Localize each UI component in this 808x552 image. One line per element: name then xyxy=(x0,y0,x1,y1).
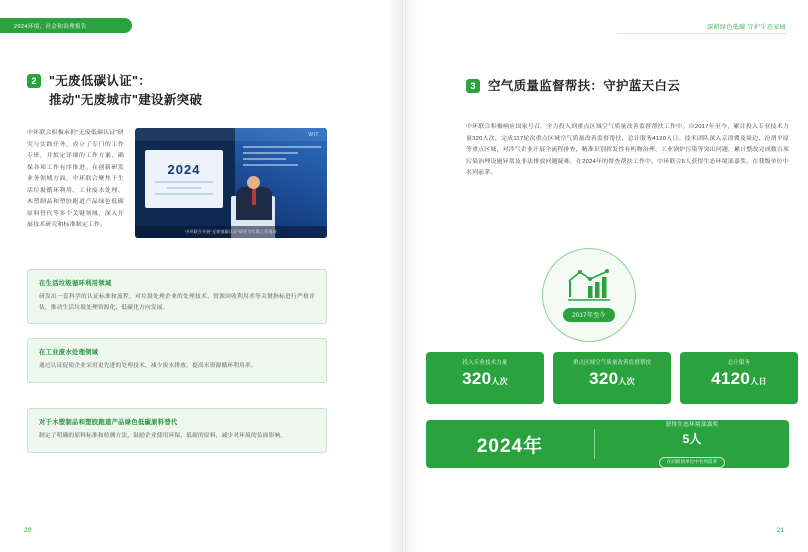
section-number-badge: 2 xyxy=(27,74,41,88)
event-photo xyxy=(135,128,327,238)
stat-card-2-value: 320 xyxy=(589,369,619,388)
bar-chart-growth-icon xyxy=(566,269,612,303)
info-card-1-text: 研发出一套科学的认证标准和流程，对垃圾处理企业的处理技术、资源回收利用率等关键指标进行严格评估，推动生活垃圾处理资源化、低碳化方向发展。 xyxy=(39,294,315,311)
info-card-2-title: 在工业废水处理领域 xyxy=(39,349,99,356)
award-value: 5人 xyxy=(682,432,702,446)
stat-card-2-unit: 人次 xyxy=(618,377,635,386)
stat-card-3-unit: 人日 xyxy=(750,377,767,386)
stat-card-2-caption: 重点区域空气质量改善监督帮扶 xyxy=(572,360,652,366)
award-year: 2024年 xyxy=(476,435,544,457)
stat-card-3-value-wrap xyxy=(688,367,790,394)
photo-screen-line xyxy=(155,193,213,195)
stat-card-1-value-wrap xyxy=(434,367,536,394)
since-year-label: 2017年至今 xyxy=(563,308,614,322)
stat-card-1-caption: 投入专业技术力量 xyxy=(462,360,508,366)
left-section-heading xyxy=(27,72,337,110)
photo-presentation-screen xyxy=(145,150,223,208)
left-header-label: 2024环境、社会和治理报告 xyxy=(14,23,87,30)
stat-card-3-value: 4120 xyxy=(711,369,751,388)
info-card-3-title: 对于木塑制品和塑胶跑道产品绿色低碳原料替代 xyxy=(39,419,178,426)
info-card-1 xyxy=(27,269,327,324)
right-page xyxy=(404,0,808,552)
photo-speaker-tie xyxy=(252,189,256,205)
stat-card-3-caption: 总计服务 xyxy=(727,360,751,366)
section-title xyxy=(49,72,202,110)
photo-side-text xyxy=(243,146,321,170)
stat-card-row xyxy=(426,352,798,404)
photo-text-line xyxy=(243,164,298,166)
photo-speaker-head xyxy=(247,176,260,189)
section-title-line1: "无废低碳认证"： xyxy=(49,74,152,88)
left-page-header-tag xyxy=(0,18,132,33)
photo-text-line xyxy=(243,158,286,160)
award-detail xyxy=(595,420,789,468)
info-card-2-text: 通过认证促使企业采用更先进的处理技术，减少废水排放，提高水资源循环利用率。 xyxy=(39,363,257,369)
page-gutter xyxy=(402,0,406,552)
stat-card-1 xyxy=(426,352,544,404)
right-header-divider xyxy=(616,33,786,34)
award-caption: 获得生态环境部嘉奖 xyxy=(665,422,719,428)
photo-screen-year: 2024 xyxy=(167,162,201,177)
right-section-heading xyxy=(466,77,786,96)
photo-text-line xyxy=(243,146,321,148)
photo-screen-line xyxy=(167,187,201,189)
info-card-1-title: 在生活垃圾循环利用领域 xyxy=(39,280,112,287)
right-page-number: 21 xyxy=(776,527,784,534)
section-number-badge: 3 xyxy=(466,79,480,93)
stat-card-2-value-wrap xyxy=(561,367,663,394)
photo-text-line xyxy=(243,152,298,154)
award-banner xyxy=(426,420,789,468)
award-pill: 在同级别单位中名列前茅 xyxy=(659,457,726,468)
stat-card-2 xyxy=(553,352,671,404)
info-card-2 xyxy=(27,338,327,383)
stat-card-1-unit: 人次 xyxy=(491,377,508,386)
stat-card-1-value: 320 xyxy=(462,369,492,388)
photo-top-band xyxy=(135,128,327,141)
section-title-line2: 推动"无废城市"建设新突破 xyxy=(49,93,203,107)
info-card-3-text: 制定了明确的原料标准和检测方法，鼓励企业使用环保、低碳的原料，减少对环境的负面影响。 xyxy=(39,433,287,439)
photo-logo: WIT xyxy=(308,132,319,138)
right-intro-paragraph: 中环联合积极响应国家号召，全力投入到重点区域空气质量改善监督帮扶工作中。自2017年至今，累计投入专业技术力量320人次，完成117轮次重点区域空气质量改善监督帮扶，总计服务4120人日。技术团队深入京津冀及周边、汾渭平原等重点区域，对涉气企业开展全流程排查，精准识别挥发性有机物治理、工业锅炉污染等突出问题，累计整改完成数百项污染治理设施异常及非法排放问题疑难，在2024年的督查帮扶工作中，中环联合5人获得生态环境部嘉奖，在我级单位中名列前茅。 xyxy=(466,124,789,176)
photo-screen-line xyxy=(155,181,213,183)
right-page-header-tag: 深耕绿色低碳 守护生态家园 xyxy=(707,25,786,31)
since-year-badge xyxy=(542,248,636,342)
left-intro-paragraph: 中环联合积极承担"无废低碳认证"研究与实践任务，成立了专门的工作专班，并拟定详细的工作方案，确保各项工作有序推进。在创新研发业务领域方面，中环联合聚焦于生活垃圾循环利用、工业废水处理、木塑制品和塑胶跑道产品绿色低碳原料替代等多个关键领域，深入开展技术研究和标准制定工作。 xyxy=(27,130,124,228)
left-page-number: 20 xyxy=(24,527,32,534)
photo-caption: 中环联合开展"无废低碳认证"研究与实践工作现场 xyxy=(135,226,327,238)
section-title: 空气质量监督帮扶：守护蓝天白云 xyxy=(488,79,681,93)
stat-card-3 xyxy=(680,352,798,404)
info-card-3 xyxy=(27,408,327,453)
